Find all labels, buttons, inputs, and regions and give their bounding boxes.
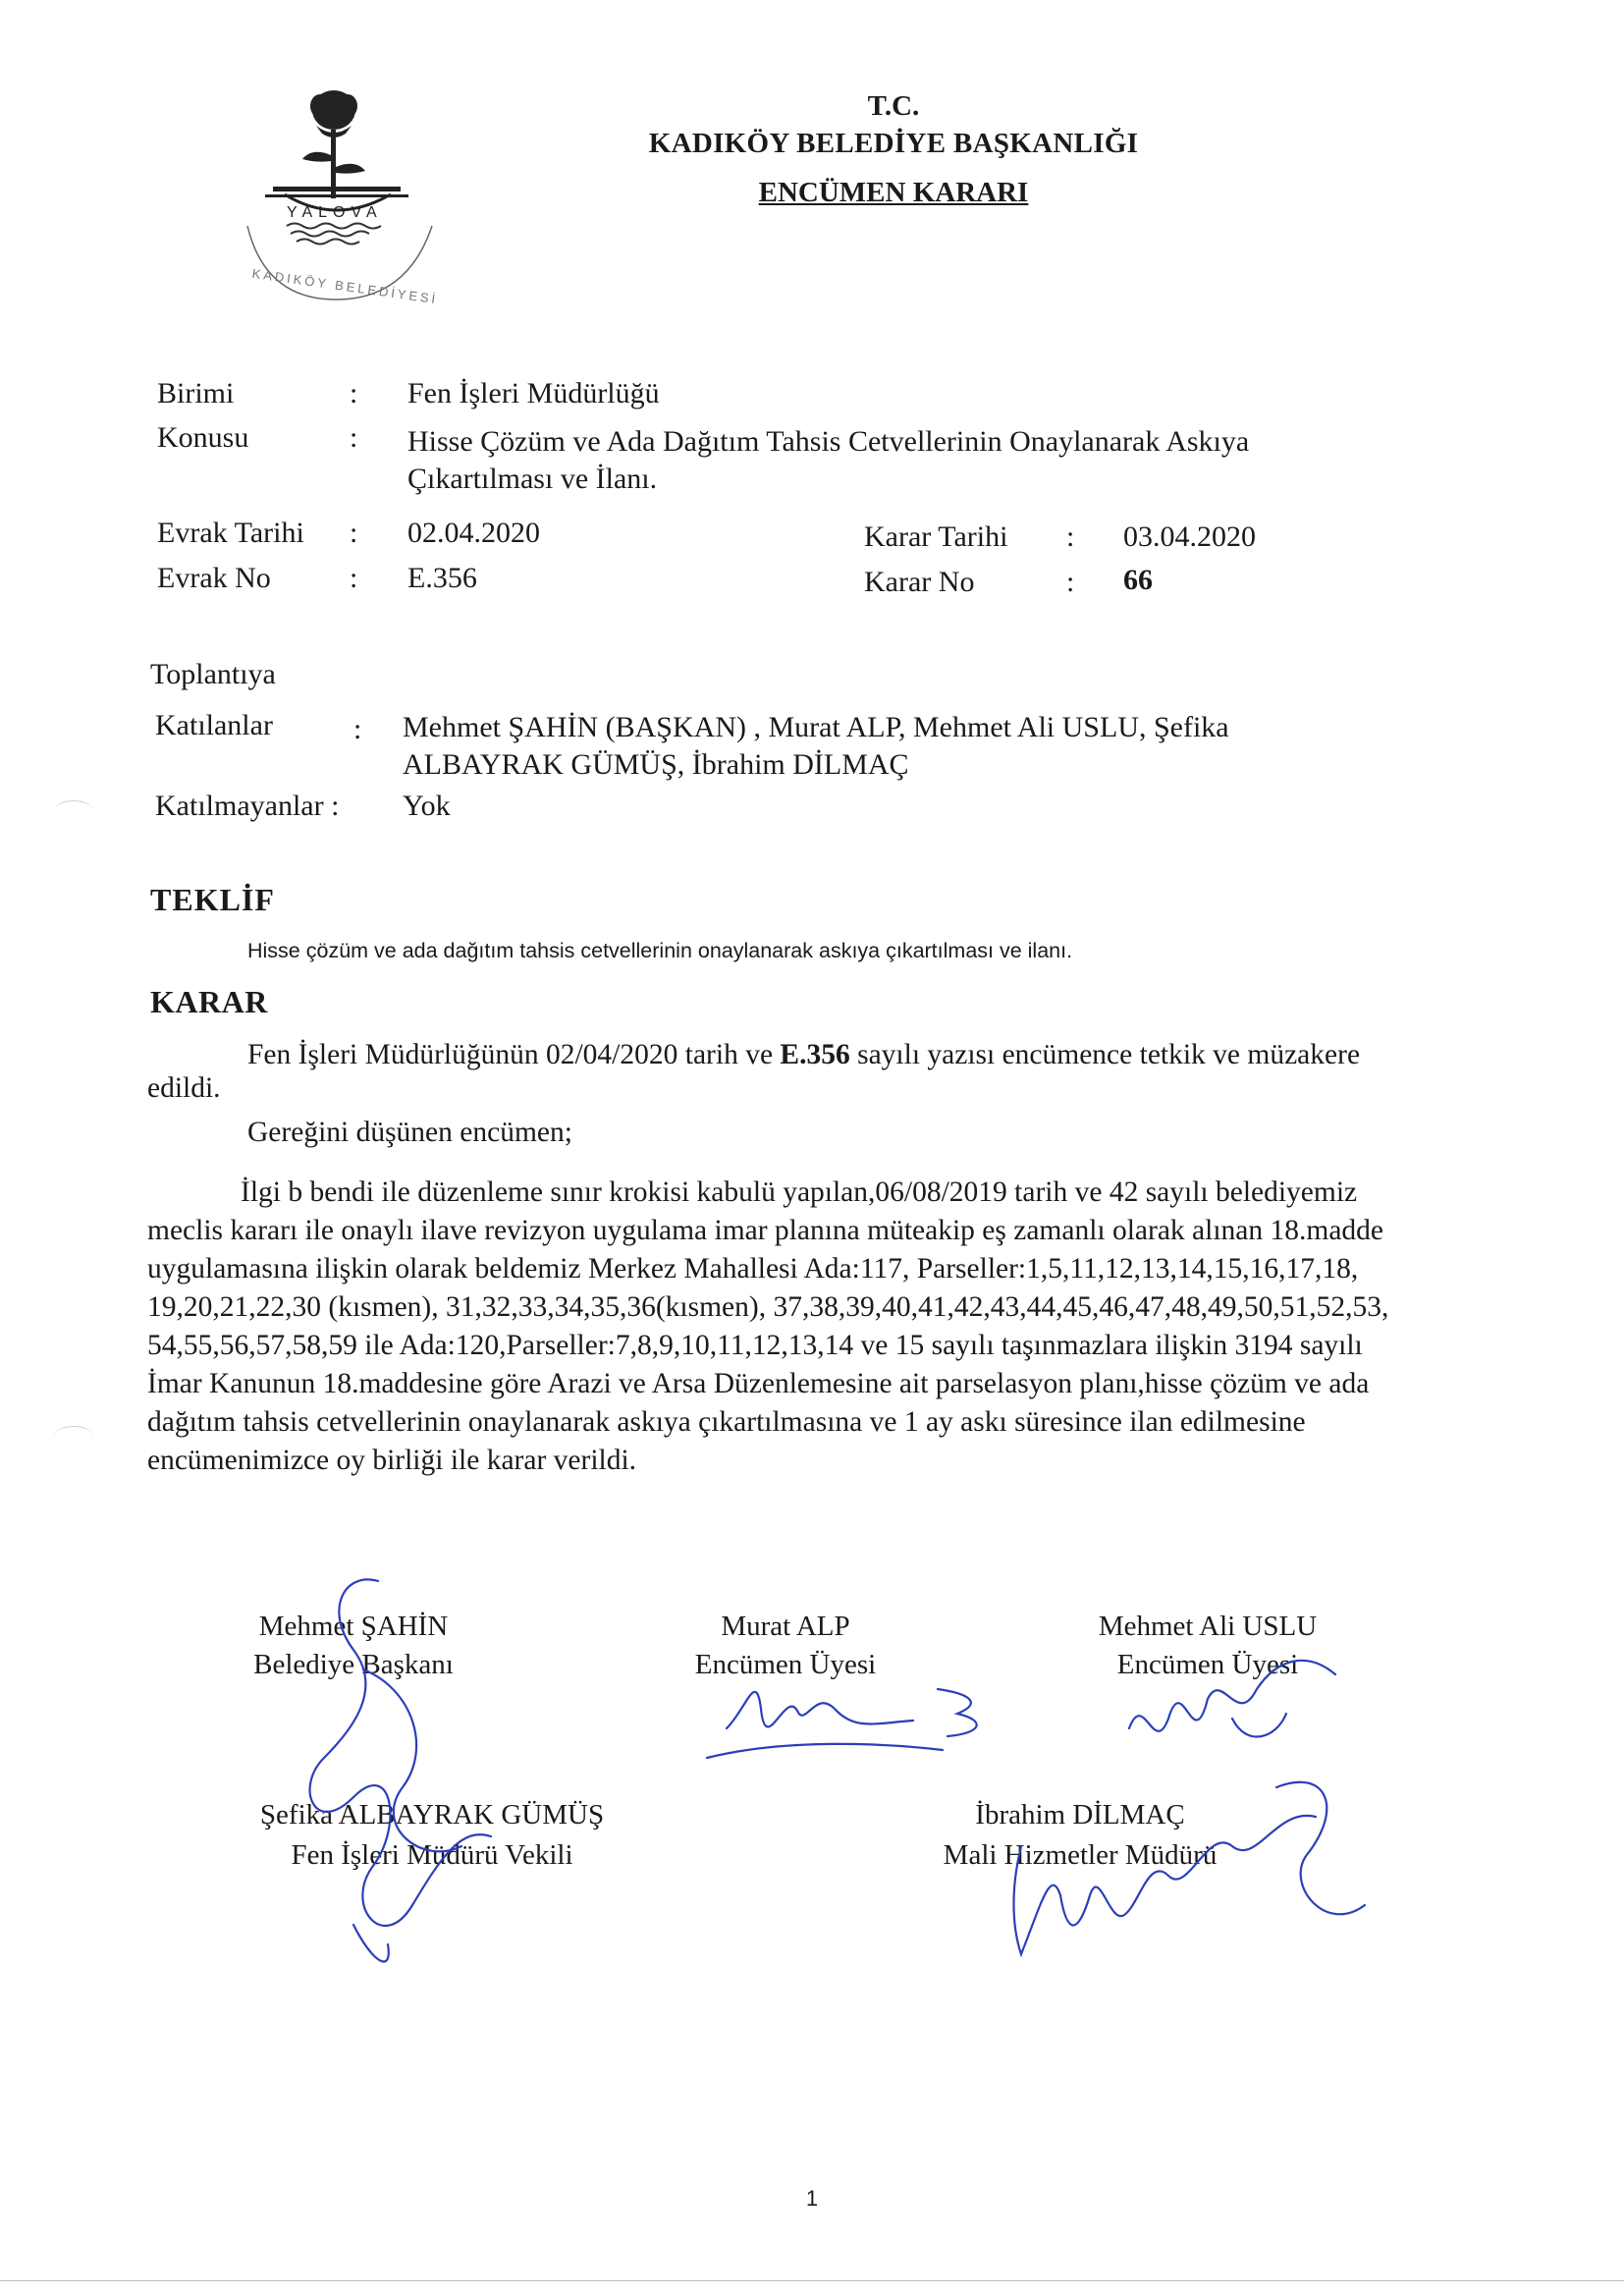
signatory-title: Fen İşleri Müdürü Vekili <box>291 1839 573 1871</box>
katilmayanlar-label: Katılmayanlar : <box>155 790 340 822</box>
signatory-name: Şefika ALBAYRAK GÜMÜŞ <box>259 1799 605 1831</box>
header-municipality: KADIKÖY BELEDİYE BAŞKANLIĞI <box>648 128 1139 159</box>
karar-p3-line: dağıtım tahsis cetvellerinin onaylanarak askıya çıkartılmasına ve 1 ay askı süresince ilan edilmesine <box>147 1406 1306 1438</box>
karar-p3-line: uygulamasına ilişkin olarak beldemiz Merkez Mahallesi Ada:117, Parseller:1,5,11,12,13,14,15,16,17,18, <box>147 1253 1359 1285</box>
signatory-name: Murat ALP <box>721 1611 850 1642</box>
karar-no-label: Karar No <box>864 566 975 598</box>
signatory-title: Belediye Başkanı <box>253 1649 454 1680</box>
karar-p3-line: 19,20,21,22,30 (kısmen), 31,32,33,34,35,36(kısmen), 37,38,39,40,41,42,43,44,45,46,47,48,49,50,51,52,53, <box>147 1291 1389 1323</box>
colon: : <box>350 377 358 410</box>
colon: : <box>350 562 358 594</box>
colon: : <box>1066 520 1075 553</box>
signatory-title: Mali Hizmetler Müdürü <box>943 1839 1218 1871</box>
page-bottom-rule <box>0 2280 1624 2281</box>
karar-p3-line: meclis kararı ile onaylı ilave revizyon uygulama imar planına müteakip eş zamanlı olarak alınan 18.madde <box>147 1215 1384 1246</box>
karar-tarihi-value: 03.04.2020 <box>1123 520 1256 553</box>
evrak-tarihi-label: Evrak Tarihi <box>157 517 304 549</box>
birimi-value: Fen İşleri Müdürlüğü <box>407 377 660 410</box>
karar-p3-line: encümenimizce oy birliği ile karar verildi. <box>147 1445 637 1476</box>
signature-block-mali-hizmetler <box>884 1799 1276 1872</box>
signature-block-uye-2 <box>1041 1611 1375 1681</box>
signatory-name: İbrahim DİLMAÇ <box>975 1799 1185 1831</box>
header-tc: T.C. <box>867 90 920 122</box>
colon: : <box>353 713 362 745</box>
katilanlar-line1: Mehmet ŞAHİN (BAŞKAN) , Murat ALP, Mehmet Ali USLU, Şefika <box>403 711 1229 743</box>
scan-artifact <box>54 1426 93 1447</box>
teklif-heading: TEKLİF <box>150 882 275 917</box>
karar-paragraph-3 <box>147 1174 1522 1480</box>
signature-block-baskan <box>196 1611 511 1681</box>
karar-p1-text: Fen İşleri Müdürlüğünün 02/04/2020 tarih ve <box>247 1039 781 1070</box>
page-number: 1 <box>805 2186 819 2211</box>
konusu-value-line2: Çıkartılması ve İlanı. <box>407 463 658 495</box>
karar-p1-text: sayılı yazısı encümence tetkik ve müzakere <box>849 1039 1361 1070</box>
evrak-tarihi-value: 02.04.2020 <box>407 517 540 549</box>
karar-p3-line: 54,55,56,57,58,59 ile Ada:120,Parseller:7,8,9,10,11,12,13,14 ve 15 sayılı taşınmazlara ilişkin 3194 sayılı <box>147 1330 1363 1361</box>
karar-paragraph-1 <box>247 1039 1360 1071</box>
karar-no-value: 66 <box>1123 564 1153 596</box>
katilanlar-line2: ALBAYRAK GÜMÜŞ, İbrahim DİLMAÇ <box>403 748 909 781</box>
logo-ring-text: KADIKÖY BELEDİYESİ <box>250 265 440 307</box>
karar-paragraph-2: Gereğini düşünen encümen; <box>247 1117 572 1148</box>
konusu-value-line1: Hisse Çözüm ve Ada Dağıtım Tahsis Cetvellerinin Onaylanarak Askıya <box>407 425 1250 458</box>
logo-inner-text: YALOVA <box>287 204 383 221</box>
evrak-no-value: E.356 <box>407 562 477 594</box>
karar-p3-line: İlgi b bendi ile düzenleme sınır krokisi kabulü yapılan,06/08/2019 tarih ve 42 sayılı belediyemiz <box>241 1176 1358 1208</box>
teklif-text: Hisse çözüm ve ada dağıtım tahsis cetvellerinin onaylanarak askıya çıkartılması ve ilanı. <box>247 939 1073 962</box>
colon: : <box>1066 566 1075 598</box>
karar-p3-line: İmar Kanunun 18.maddesine göre Arazi ve Arsa Düzenlemesine ait parselasyon planı,hisse çözüm ve ada <box>147 1368 1370 1399</box>
karar-paragraph-1-cont: edildi. <box>147 1072 221 1104</box>
signature-block-uye-1 <box>628 1611 943 1681</box>
konusu-label: Konusu <box>157 421 249 454</box>
signatory-title: Encümen Üyesi <box>1116 1649 1299 1680</box>
municipality-logo <box>226 69 461 314</box>
evrak-no-label: Evrak No <box>157 562 271 594</box>
signatory-name: Mehmet ŞAHİN <box>258 1611 449 1642</box>
katilmayanlar-value: Yok <box>403 790 451 822</box>
signatory-title: Encümen Üyesi <box>694 1649 877 1680</box>
scan-artifact <box>54 800 93 821</box>
karar-heading: KARAR <box>150 984 268 1019</box>
karar-tarihi-label: Karar Tarihi <box>864 520 1008 553</box>
colon: : <box>350 421 358 454</box>
header-document-type: ENCÜMEN KARARI <box>758 177 1029 208</box>
signature-block-fen-isleri <box>206 1799 658 1872</box>
birimi-label: Birimi <box>157 377 235 410</box>
colon: : <box>350 517 358 549</box>
karar-p1-evrak-no: E.356 <box>780 1039 850 1070</box>
signatory-name: Mehmet Ali USLU <box>1098 1611 1318 1642</box>
toplantiya-label: Toplantıya <box>150 658 276 690</box>
katilanlar-label: Katılanlar <box>155 709 273 741</box>
